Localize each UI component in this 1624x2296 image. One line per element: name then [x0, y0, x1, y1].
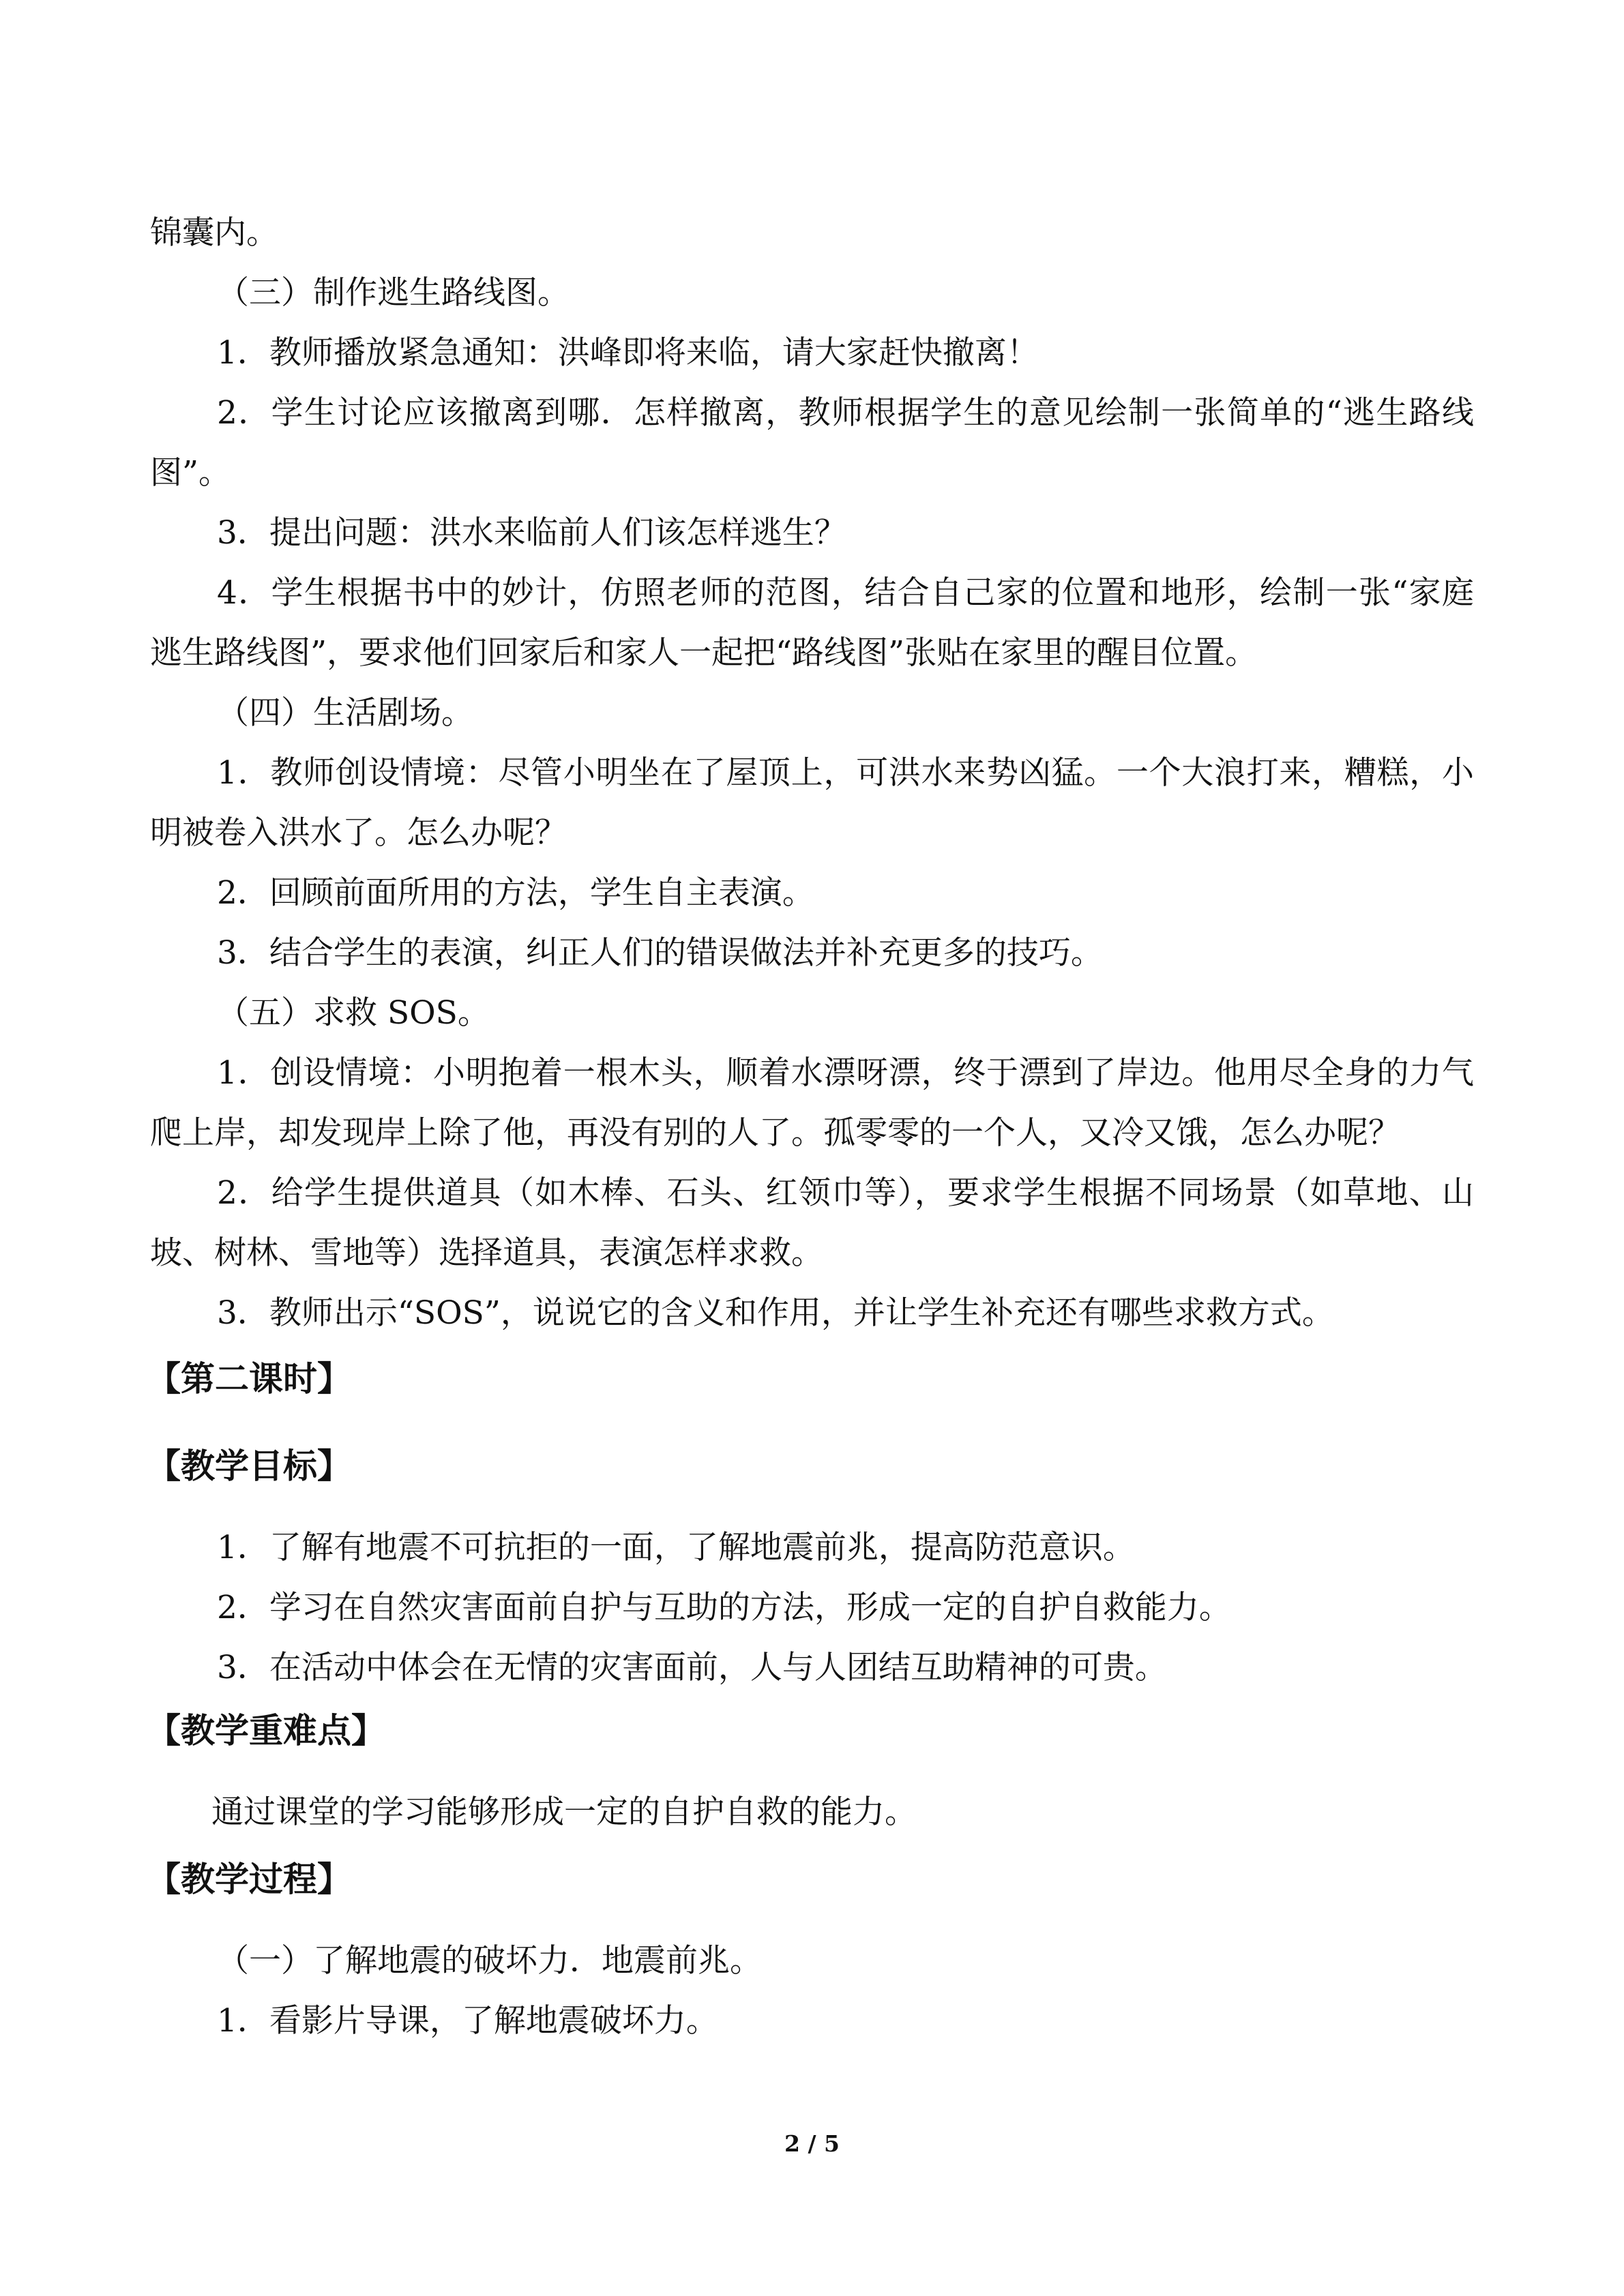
process-heading: 【教学过程】 — [147, 1860, 351, 1899]
paragraph-line: 4．学生根据书中的妙计，仿照老师的范图，结合自己家的位置和地形，绘制一张“家庭 — [217, 574, 1474, 612]
objective-item: 1．了解有地震不可抗拒的一面，了解地震前兆，提高防范意识。 — [217, 1529, 1135, 1566]
paragraph-line: 2．给学生提供道具（如木棒、石头、红领巾等），要求学生根据不同场景（如草地、山 — [217, 1174, 1474, 1212]
page-number: 2 / 5 — [784, 2130, 840, 2157]
paragraph-line: 3．提出问题：洪水来临前人们该怎样逃生？ — [217, 514, 846, 552]
objective-item: 3．在活动中体会在无情的灾害面前，人与人团结互助精神的可贵。 — [217, 1649, 1167, 1686]
section-heading-1: （一）了解地震的破坏力．地震前兆。 — [217, 1942, 762, 1980]
paragraph-line: 图”。 — [150, 454, 231, 492]
section-heading-5: （五）求救 SOS。 — [217, 994, 490, 1032]
section-heading-4: （四）生活剧场。 — [217, 694, 473, 732]
paragraph-line: 1．教师创设情境：尽管小明坐在了屋顶上，可洪水来势凶猛。一个大浪打来，糟糕，小 — [217, 754, 1474, 792]
paragraph-line: 3．教师出示“SOS”，说说它的含义和作用，并让学生补充还有哪些求救方式。 — [217, 1294, 1334, 1332]
paragraph-line: 3．结合学生的表演，纠正人们的错误做法并补充更多的技巧。 — [217, 934, 1103, 972]
paragraph-line: 1．看影片导课，了解地震破坏力。 — [217, 2002, 718, 2040]
paragraph-line: 2．学生讨论应该撤离到哪．怎样撤离，教师根据学生的意见绘制一张简单的“逃生路线 — [217, 394, 1474, 432]
paragraph-line: 1．创设情境：小明抱着一根木头，顺着水漂呀漂，终于漂到了岸边。他用尽全身的力气 — [217, 1054, 1474, 1092]
key-points-text: 通过课堂的学习能够形成一定的自护自救的能力。 — [211, 1793, 917, 1831]
paragraph-line: 逃生路线图”，要求他们回家后和家人一起把“路线图”张贴在家里的醒目位置。 — [150, 634, 1258, 672]
section-heading-3: （三）制作逃生路线图。 — [217, 274, 570, 312]
paragraph-line: 2．回顾前面所用的方法，学生自主表演。 — [217, 874, 814, 912]
objectives-heading: 【教学目标】 — [147, 1446, 351, 1486]
paragraph-line: 1．教师播放紧急通知：洪峰即将来临，请大家赶快撤离！ — [217, 334, 1039, 372]
paragraph-line: 爬上岸，却发现岸上除了他，再没有别的人了。孤零零的一个人，又冷又饿，怎么办呢？ — [150, 1114, 1400, 1152]
key-points-heading: 【教学重难点】 — [147, 1711, 385, 1750]
lesson-heading: 【第二课时】 — [147, 1359, 351, 1399]
paragraph-line: 坡、树林、雪地等）选择道具，表演怎样求救。 — [150, 1234, 823, 1272]
objective-item: 2．学习在自然灾害面前自护与互助的方法，形成一定的自护自救能力。 — [217, 1589, 1231, 1626]
paragraph-line: 明被卷入洪水了。怎么办呢？ — [150, 814, 567, 852]
paragraph-line: 锦囊内。 — [150, 214, 278, 252]
